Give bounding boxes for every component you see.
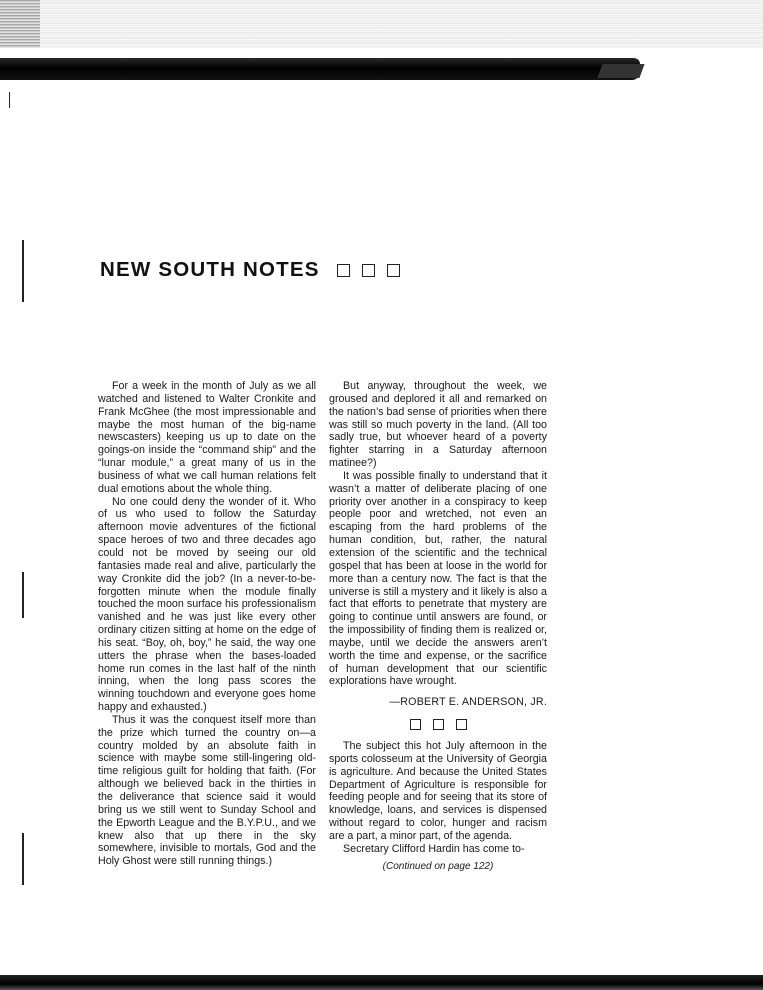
continued-note: (Continued on page 122) [382,860,494,872]
square-ornament-icon [456,719,467,730]
margin-mark [22,572,24,618]
top-black-bar [0,58,640,80]
paragraph: It was possible finally to understand that it wasn’t a matter of deliberate placing of one priority over another in a conspiracy to keep people poor and wretched, not even an escaping from the hard problems of the human condition, but, rather, the natural extension of the scientific and the technical gospel that has been at loose in the world for more than a century now. The fact is that the universe is still a mystery and it likely is also a fact that efforts to penetrate that mystery are going to continue until answers are found, or the impossibility of finding them is realized or, maybe, until we decide the answers aren’t worth the time and expense, or the sacrifice of human development that our scientific explorations have wrought. [329,469,547,688]
section-divider [329,719,547,730]
left-column [98,380,316,868]
margin-mark [9,92,10,108]
page-heading [100,258,400,282]
margin-mark [22,240,24,302]
paragraph: But anyway, throughout the week, we groused and deplored it all and remarked on the nation’s bad sense of priorities when there was still so much poverty in the land. (All too sadly true, but whoever heard of a poverty fighter starring in a Saturday afternoon matinee?) [329,380,547,470]
square-ornament-icon [410,719,421,730]
paragraph: For a week in the month of July as we all watched and listened to Walter Cronkite and Frank McGhee (the most impressionable and maybe the most human of the big-name newscasters) keeping us up to date on the goings-on inside the “command ship” and the “lunar module,” a great many of us in the business of what we call human relations felt dual emotions about the whole thing. [98,380,316,495]
right-column [329,380,547,874]
square-ornament-icon [362,264,375,277]
square-ornament-icon [433,719,444,730]
paragraph: The subject this hot July afternoon in the sports colosseum at the University of Georgia is agriculture. And because the United States Department of Agriculture is responsible for feeding people and for seeing that its store of knowledge, loans, and services is dispensed without regard to color, hunger and racism are a part, a minor part, of the agenda. [329,740,547,842]
author-signature: —ROBERT E. ANDERSON, JR. [389,696,547,709]
scan-noise-left [0,0,40,48]
scan-bottom-bar [0,975,763,990]
heading-ornament [337,264,400,277]
scan-top-band [0,0,763,90]
paragraph: Secretary Clifford Hardin has come to- [343,842,525,855]
square-ornament-icon [387,264,400,277]
scan-noise [0,0,763,48]
paragraph: Thus it was the conquest itself more than the prize which turned the country on—a country molded by an absolute faith in science with maybe some still-lingering old-time religious guilt for holding that faith. (For although we believed back in the thirties in the deliverance that science said it would bring us we still went to Sunday School and the Epworth League and the B.Y.P.U., and we knew also that up there in the sky somewhere, invisible to mortals, God and the Holy Ghost were still running things.) [98,713,316,868]
square-ornament-icon [337,264,350,277]
heading-text: NEW SOUTH NOTES [100,258,320,281]
paragraph: No one could deny the wonder of it. Who of us who used to follow the Saturday afternoon movie adventures of the fictional space heroes of two and three decades ago could not be moved by seeing our old fantasies made real and alive, particularly the way Cronkite did the job? (In a never-to-be-forgotten minute when the module finally touched the moon surface his professionalism vanished and he was just like every other ordinary citizen sitting at home on the edge of his seat. “Boy, oh, boy,” he said, the way one utters the phrase when the bases-loaded home run comes in the last half of the ninth inning, when the long pass scores the winning touchdown and everyone goes home happy and exhausted.) [98,495,316,714]
top-black-bar-tail [597,64,644,78]
margin-mark [22,833,24,885]
